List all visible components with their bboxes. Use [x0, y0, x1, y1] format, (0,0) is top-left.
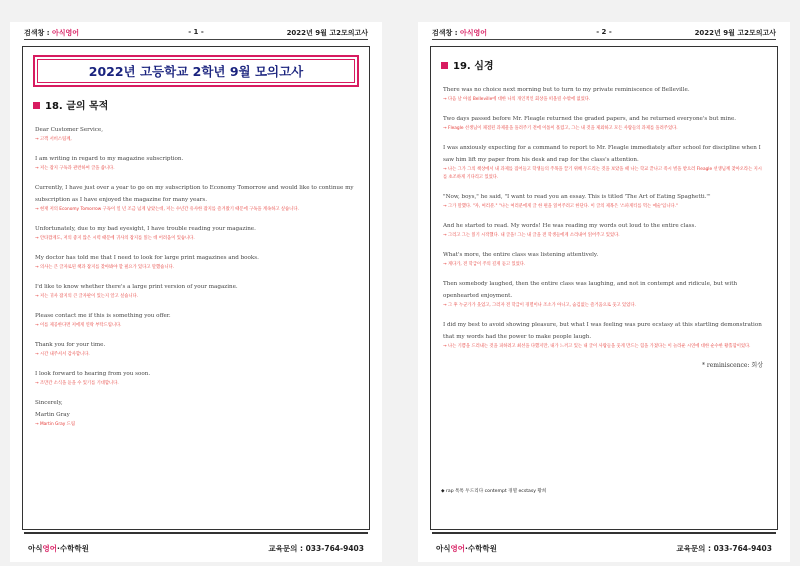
english-sentence: I was anxiously expecting for a command to report to Mr. Fleagle immediately after school for discipline when I saw him lift my paper from his desk and rap for the class's attention.	[443, 145, 761, 163]
page-footer	[432, 532, 776, 556]
korean-translation: → 저는 잡지 구독과 관련하여 글을 씁니다.	[35, 166, 115, 171]
english-sentence: I am writing in regard to my magazine subscription.	[35, 156, 184, 162]
korean-translation: → Fleagle 선생님이 채점된 과제물을 돌려주기 전에 이틀이 흘렀고, 그는 내 것을 제외하고 모든 사람들의 과제를 돌려주었다.	[443, 126, 678, 131]
english-sentence: There was no choice next morning but to turn to my private reminiscence of Belleville.	[443, 87, 690, 93]
content-frame	[430, 46, 778, 530]
content-frame	[22, 46, 370, 530]
korean-translation: → 그 후 누군가가 웃었고, 그러자 전 학급이 경멸이나 조소가 아니고, 숨김없는 즐거움으로 웃고 있었다.	[443, 303, 636, 308]
header-divider	[24, 39, 368, 40]
korean-translation: → 나는 기쁨을 드러내는 것을 피하려고 최선을 다했지만, 내가 느끼고 있는 내 글이 사람들을 웃게 만드는 힘을 가졌다는 이 놀라운 시연에 대한 순수한 황홀함이었다.	[443, 344, 751, 349]
english-sentence: I look forward to hearing from you soon.	[35, 371, 151, 377]
korean-translation: → 현재 저의 Economy Tomorrow 구독이 일 년 조금 넘게 남았는데, 저는 수년간 유사한 잡지를 즐겨왔기 때문에 구독을 계속하고 싶습니다.	[35, 207, 299, 212]
english-sentence: I did my best to avoid showing pleasure, but what I was feeling was pure ecstasy at this startling demonstration that my words had the power to make people laugh.	[443, 322, 762, 340]
square-bullet-icon	[441, 62, 448, 69]
section-heading	[33, 97, 359, 112]
english-sentence: Unfortunately, due to my bad eyesight, I have trouble reading your magazine.	[35, 226, 256, 232]
korean-translation: → 이를 제공한다면 저에게 연락 부탁드립니다.	[35, 323, 122, 328]
english-sentence: Martin Gray	[35, 412, 70, 418]
page-2	[418, 22, 790, 562]
english-sentence: Thank you for your time.	[35, 342, 106, 348]
english-sentence: "Now, boys," he said, "I want to read you an essay. This is titled 'The Art of Eating Spaghetti.'"	[443, 194, 711, 200]
vocab-list: ◆ rap 톡톡 두드리다 contempt 경멸 ecstasy 황희	[441, 489, 547, 494]
korean-translation: → 다음 날 아침 Belleville에 대한 나의 개인적인 회상을 떠올릴 수밖에 없었다.	[443, 97, 591, 102]
korean-translation: → 의사는 큰 글자로된 책과 잡지를 찾아봐야 할 필요가 있다고 말했습니다.	[35, 265, 174, 270]
contact-info: 교육문의 : 033-764-9403	[676, 544, 772, 553]
english-sentence: What's more, the entire class was listening attentively.	[443, 252, 599, 258]
passage-body	[23, 124, 369, 429]
academy-name: 아식영어·수학학원	[436, 544, 497, 553]
page-number: - 1 -	[188, 28, 204, 36]
korean-translation: → 조만간 소식을 듣을 수 있기를 기대합니다.	[35, 381, 119, 386]
english-sentence: I'd like to know whether there's a large print version of your magazine.	[35, 284, 238, 290]
search-label: 검색창 :	[24, 29, 50, 37]
page-footer	[24, 532, 368, 556]
english-sentence: Currently, I have just over a year to go on my subscription to Economy Tomorrow and would like to continue my subscription as I have enjoyed the magazine for many years.	[35, 185, 354, 203]
korean-translation: → 시간 내주셔서 감사합니다.	[35, 352, 90, 357]
passage-body	[431, 84, 777, 351]
korean-translation: → 게다가, 전 학급이 주의 깊게 듣고 있었다.	[443, 262, 526, 267]
title-box	[33, 55, 359, 87]
exam-name: 2022년 9월 고2모의고사	[694, 29, 776, 37]
english-sentence: Two days passed before Mr. Fleagle returned the graded papers, and he returned everyone's but mine.	[443, 116, 737, 122]
korean-translation: → Martin Gray 드림	[35, 422, 75, 427]
brand-name: 아식영어	[51, 29, 80, 37]
section-title: 19. 심경	[453, 61, 494, 72]
korean-translation: → 나는 그가 그의 책상에서 내 과제를 집어들고 학생들의 주목을 끌기 위해 두드리는 것을 보았을 때 나는 학교 끝나고 즉시 벌을 받으러 Fleagle 선생님께 찾아오라는 지시를 초조하게 기다리고 있었다.	[443, 167, 762, 180]
page-number: - 2 -	[596, 28, 612, 36]
section-heading	[441, 57, 767, 72]
page-1	[10, 22, 382, 562]
search-label: 검색창 :	[432, 29, 458, 37]
page-title: 2022년 고등학교 2학년 9월 모의고사	[37, 59, 355, 83]
section-title: 18. 글의 목적	[45, 101, 109, 112]
english-sentence: My doctor has told me that I need to look for large print magazines and books.	[35, 255, 259, 261]
header-divider	[432, 39, 776, 40]
contact-info: 교육문의 : 033-764-9403	[268, 544, 364, 553]
english-sentence: Dear Customer Service,	[35, 127, 104, 133]
korean-translation: → 저는 귀사 잡지의 큰 글자판이 있는지 알고 싶습니다.	[35, 294, 139, 299]
english-sentence: Please contact me if this is something you offer.	[35, 313, 171, 319]
brand-name: 아식영어	[459, 29, 488, 37]
korean-translation: → 그가 말했다. "자, 여러분." "나는 여러분에게 글 한 편을 읽어주려고 한단다. 이 글의 제목은 '스파게티를 먹는 예술'입니다."	[443, 204, 678, 209]
korean-translation: → 그리고 그는 읽기 시작했다. 내 글을! 그는 내 글을 전 학생들에게 소리내어 읽어주고 있었다.	[443, 233, 620, 238]
english-sentence: Sincerely,	[35, 400, 63, 406]
footnote: * reminiscence: 회상	[701, 362, 763, 369]
english-sentence: And he started to read. My words! He was reading my words out loud to the entire class.	[443, 223, 697, 229]
english-sentence: Then somebody laughed, then the entire class was laughing, and not in contempt and ridicule, but with openhearted enjoyment.	[443, 281, 738, 299]
academy-name: 아식영어·수학학원	[28, 544, 89, 553]
square-bullet-icon	[33, 102, 40, 109]
exam-name: 2022년 9월 고2모의고사	[286, 29, 368, 37]
korean-translation: → 고객 서비스팀께,	[35, 137, 72, 142]
korean-translation: → 안타깝게도, 저의 좋지 않은 시력 때문에 귀사의 잡지를 읽는 데 어려움이 있습니다.	[35, 236, 195, 241]
